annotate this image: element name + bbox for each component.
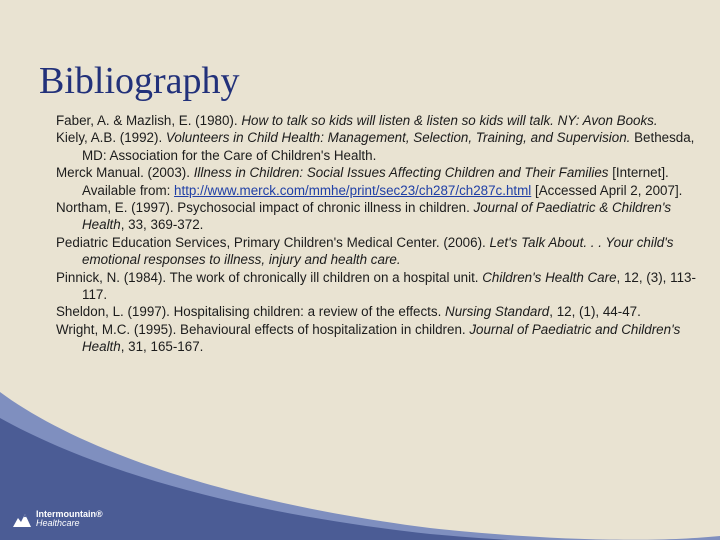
reference-text: Sheldon, L. (1997). Hospitalising children: a review of the effects. [56,304,446,320]
reference-text: , 12, (1), 44-47. [549,304,641,320]
reference-item [56,269,696,304]
reference-text: Wright, M.C. (1995). Behavioural effects of hospitalization in children. [56,321,470,337]
page-title: Bibliography [39,60,240,102]
reference-text: , 12, (3), 113-117. [82,269,696,303]
intermountain-logo [12,510,103,528]
reference-text: Bethesda, MD: Association for the Care of Children's Health. [82,130,695,163]
reference-text: Northam, E. (1997). Psychosocial impact of chronic illness in children. [56,200,474,216]
reference-title: Journal of Paediatric & Children's Health [82,200,672,233]
logo-line-1: Intermountain® [36,509,103,519]
reference-text: Faber, A. & Mazlish, E. (1980). [56,113,242,128]
bibliography-list [56,112,696,356]
reference-text: [Internet]. Available from: [82,165,669,198]
reference-title: Journal of Paediatric and Children's Health [82,321,681,355]
reference-title: Volunteers in Child Health: Management, Selection, Training, and Supervision. [165,130,631,146]
merck-manual-link[interactable]: http://www.merck.com/mmhe/print/sec23/ch287/ch287c.html [174,182,532,198]
reference-text: Pinnick, N. (1984). The work of chronically ill children on a hospital unit. [56,269,483,285]
reference-item [56,129,696,164]
reference-item [56,234,696,269]
logo-line-2: Healthcare [36,518,80,528]
logo-wordmark [36,510,103,528]
reference-text: Merck Manual. (2003). [56,165,194,181]
reference-title: Nursing Standard [445,304,550,320]
reference-text: , 31, 165-167. [120,339,204,355]
reference-item [56,303,696,320]
reference-text: Pediatric Education Services, Primary Children's Medical Center. (2006). [56,234,490,250]
reference-title: Illness in Children: Social Issues Affecting Children and Their Families [193,165,609,181]
reference-text: [Accessed April 2, 2007]. [531,182,683,198]
reference-item [56,164,696,199]
reference-title: How to talk so kids will listen & listen so kids will talk. NY: Avon Books. [241,113,658,128]
reference-text: Kiely, A.B. (1992). [56,130,166,146]
reference-text: , 33, 369-372. [120,217,204,233]
reference-item [56,321,696,356]
reference-title: Let's Talk About. . . Your child's emotional responses to illness, injury and health care. [82,234,674,268]
reference-title: Children's Health Care [482,269,617,285]
intermountain-logo-icon [12,510,32,528]
reference-item [56,112,696,129]
reference-item [56,199,696,234]
